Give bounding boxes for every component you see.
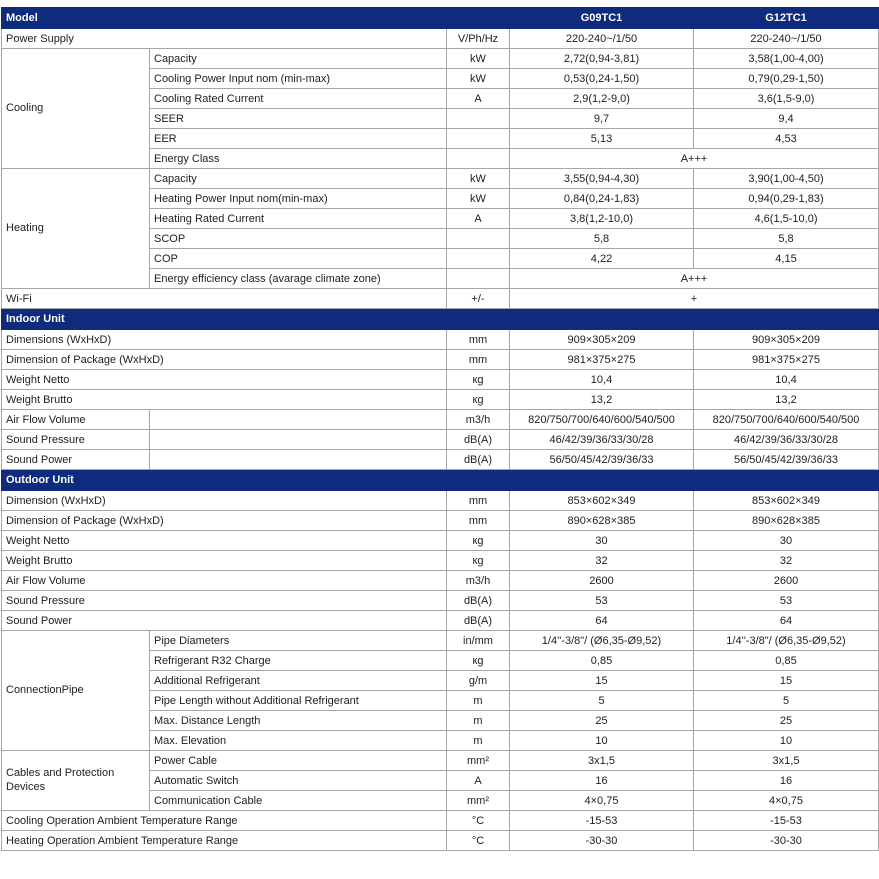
row-unit: m3/h (447, 571, 510, 591)
row-value-2: 0,79(0,29-1,50) (694, 69, 879, 89)
row-value-2: -15-53 (694, 811, 879, 831)
row-label: Pipe Length without Additional Refrigerant (150, 691, 447, 711)
row-value-2: 64 (694, 611, 879, 631)
row-value-2: 32 (694, 551, 879, 571)
table-row (2, 591, 879, 611)
row-unit: A (447, 771, 510, 791)
row-value-1: 3,55(0,94-4,30) (510, 169, 694, 189)
row-label: Sound Power (2, 611, 447, 631)
row-label: Sound Pressure (2, 591, 447, 611)
row-value-2: 890×628×385 (694, 511, 879, 531)
row-unit: mm (447, 330, 510, 350)
row-value-2: 3,90(1,00-4,50) (694, 169, 879, 189)
row-label: Cooling Power Input nom (min-max) (150, 69, 447, 89)
row-value-1: 5,8 (510, 229, 694, 249)
row-value-1: 10,4 (510, 370, 694, 390)
row-label: Max. Elevation (150, 731, 447, 751)
row-label: Weight Netto (2, 531, 447, 551)
row-label: Sound Pressure (2, 430, 150, 450)
table-row (2, 831, 879, 851)
row-value-2: 46/42/39/36/33/30/28 (694, 430, 879, 450)
row-unit: A (447, 89, 510, 109)
row-unit: кg (447, 651, 510, 671)
row-value-2: 30 (694, 531, 879, 551)
row-unit: m (447, 691, 510, 711)
row-value-2: 220-240~/1/50 (694, 29, 879, 49)
row-label: Heating Power Input nom(min-max) (150, 189, 447, 209)
row-value-1: 15 (510, 671, 694, 691)
row-value-2: 13,2 (694, 390, 879, 410)
row-label: Dimension (WxHxD) (2, 491, 447, 511)
row-value-1: 5,13 (510, 129, 694, 149)
row-label: Max. Distance Length (150, 711, 447, 731)
table-row (2, 289, 879, 309)
row-label: Heating Operation Ambient Temperature Range (2, 831, 447, 851)
row-unit (447, 149, 510, 169)
row-label: Energy efficiency class (avarage climate zone) (150, 269, 447, 289)
table-row (2, 330, 879, 350)
row-value-1: 981×375×275 (510, 350, 694, 370)
group-label-cooling: Cooling (2, 49, 150, 169)
row-value-2: 5 (694, 691, 879, 711)
row-value-1: 56/50/45/42/39/36/33 (510, 450, 694, 470)
row-value-1: 13,2 (510, 390, 694, 410)
row-value-2: 2600 (694, 571, 879, 591)
row-value-2: 9,4 (694, 109, 879, 129)
model-header-row (2, 8, 879, 29)
row-value-1: 53 (510, 591, 694, 611)
table-row (2, 29, 879, 49)
row-unit: V/Ph/Hz (447, 29, 510, 49)
row-value-1: 909×305×209 (510, 330, 694, 350)
section-label-outdoor-unit: Outdoor Unit (2, 470, 879, 491)
row-value-1: -15-53 (510, 811, 694, 831)
table-row (2, 571, 879, 591)
group-label-cables: Cables and Protection Devices (2, 751, 150, 811)
row-unit: mm² (447, 751, 510, 771)
table-row (2, 350, 879, 370)
row-label: SCOP (150, 229, 447, 249)
row-unit: +/- (447, 289, 510, 309)
row-value-1: -30-30 (510, 831, 694, 851)
row-value-2: 981×375×275 (694, 350, 879, 370)
table-row (2, 551, 879, 571)
row-value-2: 4×0,75 (694, 791, 879, 811)
model-name-2: G12TC1 (694, 8, 879, 29)
row-value-1: 32 (510, 551, 694, 571)
row-label: Refrigerant R32 Charge (150, 651, 447, 671)
row-label: Weight Brutto (2, 551, 447, 571)
table-row (2, 631, 879, 651)
row-label: EER (150, 129, 447, 149)
empty-cell (150, 450, 447, 470)
row-unit: mm² (447, 791, 510, 811)
row-unit: m3/h (447, 410, 510, 430)
group-label-heating: Heating (2, 169, 150, 289)
table-row (2, 169, 879, 189)
table-row (2, 751, 879, 771)
row-value-2: 4,6(1,5-10,0) (694, 209, 879, 229)
row-unit: dB(A) (447, 591, 510, 611)
row-unit: A (447, 209, 510, 229)
row-label: Cooling Rated Current (150, 89, 447, 109)
row-unit: кg (447, 390, 510, 410)
row-value-1: 220-240~/1/50 (510, 29, 694, 49)
table-row (2, 370, 879, 390)
row-value-merged: A+++ (510, 269, 879, 289)
row-label: Weight Netto (2, 370, 447, 390)
row-unit: dB(A) (447, 450, 510, 470)
row-unit (447, 129, 510, 149)
row-value-2: 1/4''-3/8"/ (Ø6,35-Ø9,52) (694, 631, 879, 651)
row-label: Power Supply (2, 29, 447, 49)
row-unit: mm (447, 350, 510, 370)
model-header-label: Model (2, 8, 510, 29)
row-label: Communication Cable (150, 791, 447, 811)
row-value-2: 909×305×209 (694, 330, 879, 350)
row-label: Capacity (150, 169, 447, 189)
row-label: Dimension of Package (WxHxD) (2, 511, 447, 531)
table-row (2, 511, 879, 531)
row-label: Sound Power (2, 450, 150, 470)
row-label: Automatic Switch (150, 771, 447, 791)
row-value-1: 30 (510, 531, 694, 551)
row-unit (447, 229, 510, 249)
row-value-1: 5 (510, 691, 694, 711)
group-label-connection-pipe: ConnectionPipe (2, 631, 150, 751)
table-row (2, 611, 879, 631)
row-value-1: 2,72(0,94-3,81) (510, 49, 694, 69)
row-value-1: 3x1,5 (510, 751, 694, 771)
row-unit: dB(A) (447, 611, 510, 631)
row-value-1: 2600 (510, 571, 694, 591)
row-value-1: 0,84(0,24-1,83) (510, 189, 694, 209)
row-value-2: 25 (694, 711, 879, 731)
row-label: Cooling Operation Ambient Temperature Range (2, 811, 447, 831)
row-label: Pipe Diameters (150, 631, 447, 651)
row-value-1: 3,8(1,2-10,0) (510, 209, 694, 229)
row-value-2: 3x1,5 (694, 751, 879, 771)
row-unit: kW (447, 69, 510, 89)
empty-cell (150, 410, 447, 430)
table-row (2, 531, 879, 551)
row-label: Additional Refrigerant (150, 671, 447, 691)
row-value-2: 10 (694, 731, 879, 751)
row-unit: °C (447, 811, 510, 831)
row-value-2: 853×602×349 (694, 491, 879, 511)
row-label: Weight Brutto (2, 390, 447, 410)
row-label: Power Cable (150, 751, 447, 771)
row-label: Dimension of Package (WxHxD) (2, 350, 447, 370)
row-label: Air Flow Volume (2, 571, 447, 591)
row-value-2: 4,15 (694, 249, 879, 269)
row-unit: kW (447, 169, 510, 189)
row-unit: кg (447, 370, 510, 390)
row-value-2: 56/50/45/42/39/36/33 (694, 450, 879, 470)
row-unit: mm (447, 511, 510, 531)
table-row (2, 390, 879, 410)
table-row (2, 491, 879, 511)
row-label: Heating Rated Current (150, 209, 447, 229)
row-value-1: 16 (510, 771, 694, 791)
row-value-merged: A+++ (510, 149, 879, 169)
row-value-1: 853×602×349 (510, 491, 694, 511)
row-unit (447, 269, 510, 289)
row-label: Air Flow Volume (2, 410, 150, 430)
row-value-1: 64 (510, 611, 694, 631)
row-unit: kW (447, 189, 510, 209)
row-unit: mm (447, 491, 510, 511)
spec-table (1, 7, 879, 851)
row-label: Capacity (150, 49, 447, 69)
row-value-2: 53 (694, 591, 879, 611)
row-value-2: 4,53 (694, 129, 879, 149)
row-value-1: 0,85 (510, 651, 694, 671)
model-name-1: G09TC1 (510, 8, 694, 29)
row-value-2: 15 (694, 671, 879, 691)
row-value-2: 0,85 (694, 651, 879, 671)
row-unit: m (447, 711, 510, 731)
row-value-merged: + (510, 289, 879, 309)
row-value-2: 820/750/700/640/600/540/500 (694, 410, 879, 430)
row-value-1: 1/4''-3/8"/ (Ø6,35-Ø9,52) (510, 631, 694, 651)
table-row (2, 811, 879, 831)
row-value-2: 5,8 (694, 229, 879, 249)
row-label: COP (150, 249, 447, 269)
table-row (2, 430, 879, 450)
row-unit: g/m (447, 671, 510, 691)
row-value-2: 0,94(0,29-1,83) (694, 189, 879, 209)
row-value-1: 9,7 (510, 109, 694, 129)
row-value-2: 3,6(1,5-9,0) (694, 89, 879, 109)
row-label: Wi-Fi (2, 289, 447, 309)
row-value-1: 10 (510, 731, 694, 751)
row-unit (447, 249, 510, 269)
row-label: Dimensions (WxHxD) (2, 330, 447, 350)
row-value-2: 3,58(1,00-4,00) (694, 49, 879, 69)
row-value-1: 4×0,75 (510, 791, 694, 811)
table-row (2, 49, 879, 69)
row-value-1: 2,9(1,2-9,0) (510, 89, 694, 109)
row-value-2: -30-30 (694, 831, 879, 851)
table-row (2, 450, 879, 470)
section-band-row (2, 309, 879, 330)
row-unit: kW (447, 49, 510, 69)
row-unit: °C (447, 831, 510, 851)
row-unit: m (447, 731, 510, 751)
row-value-2: 16 (694, 771, 879, 791)
row-unit (447, 109, 510, 129)
row-value-1: 25 (510, 711, 694, 731)
table-row (2, 410, 879, 430)
row-value-1: 46/42/39/36/33/30/28 (510, 430, 694, 450)
row-unit: кg (447, 551, 510, 571)
row-label: SEER (150, 109, 447, 129)
row-value-2: 10,4 (694, 370, 879, 390)
row-value-1: 4,22 (510, 249, 694, 269)
empty-cell (150, 430, 447, 450)
row-unit: in/mm (447, 631, 510, 651)
row-value-1: 0,53(0,24-1,50) (510, 69, 694, 89)
row-unit: кg (447, 531, 510, 551)
section-label-indoor-unit: Indoor Unit (2, 309, 879, 330)
row-value-1: 820/750/700/640/600/540/500 (510, 410, 694, 430)
row-label: Energy Class (150, 149, 447, 169)
row-value-1: 890×628×385 (510, 511, 694, 531)
row-unit: dB(A) (447, 430, 510, 450)
section-band-row (2, 470, 879, 491)
